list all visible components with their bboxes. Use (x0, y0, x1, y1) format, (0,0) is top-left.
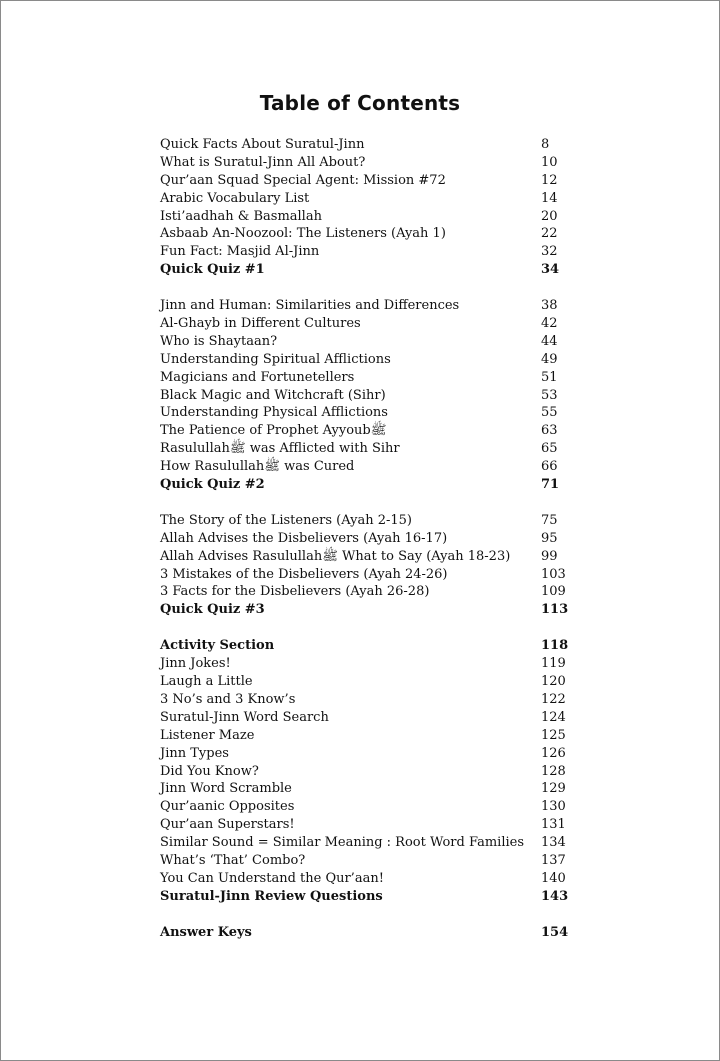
toc-entry (160, 548, 580, 566)
toc-section (160, 637, 580, 905)
toc-entry-page-number: 55 (541, 405, 558, 421)
toc-entry-title: What’s ‘That’ Combo? (160, 852, 306, 868)
toc-entry (160, 154, 580, 172)
toc-entry-title: Magicians and Fortunetellers (160, 369, 355, 385)
toc-entry-page-number: 20 (541, 208, 558, 224)
toc-section (160, 136, 580, 279)
toc-entry-title: Activity Section (160, 638, 275, 654)
toc-entry (160, 763, 580, 781)
toc-entry-page-number: 122 (541, 691, 566, 707)
toc-entry-page-number: 49 (541, 351, 558, 367)
toc-entry-page-number: 129 (541, 781, 566, 797)
toc-entry-page-number: 71 (541, 477, 560, 493)
toc-entry-page-number: 42 (541, 316, 558, 332)
toc-entry-title: Asbaab An-Noozool: The Listeners (Ayah 1) (160, 226, 446, 242)
toc-entry-page-number: 32 (541, 244, 558, 260)
toc-entry-page-number: 118 (541, 638, 569, 654)
toc-entry (160, 172, 580, 190)
toc-entry-page-number: 126 (541, 745, 566, 761)
toc-entry-title: Jinn and Human: Similarities and Differences (160, 298, 460, 314)
toc-entry (160, 924, 580, 942)
toc-entry-title: Understanding Physical Afflictions (160, 405, 388, 421)
toc-entry (160, 458, 580, 476)
toc-entry (160, 404, 580, 422)
toc-entry-page-number: 22 (541, 226, 558, 242)
toc-entry-page-number: 14 (541, 190, 558, 206)
toc-entry-page-number: 12 (541, 172, 558, 188)
toc-entry-page-number: 95 (541, 530, 558, 546)
toc-entry-page-number: 119 (541, 656, 566, 672)
toc-entry-title: 3 Facts for the Disbelievers (Ayah 26-28) (160, 584, 430, 600)
toc-entry (160, 655, 580, 673)
toc-entry (160, 315, 580, 333)
toc-entry (160, 512, 580, 530)
toc-entry (160, 637, 580, 655)
toc-entry (160, 440, 580, 458)
toc-entry-title: How Rasulullahﷺ was Cured (160, 459, 355, 475)
toc-entry-title: Jinn Types (160, 745, 229, 761)
toc-entry-page-number: 137 (541, 852, 566, 868)
toc-entry-title: Similar Sound = Similar Meaning : Root Word Families (160, 835, 525, 851)
toc-section (160, 924, 580, 942)
toc-entry (160, 870, 580, 888)
toc-entry (160, 583, 580, 601)
toc-entry-title: Allah Advises the Disbelievers (Ayah 16-17) (160, 530, 448, 546)
toc-entry-page-number: 65 (541, 441, 558, 457)
toc-entry-page-number: 8 (541, 137, 550, 152)
toc-entry (160, 888, 580, 906)
toc-entry (160, 387, 580, 405)
toc-entry (160, 691, 580, 709)
toc-entry (160, 798, 580, 816)
toc-entry-page-number: 124 (541, 709, 566, 725)
toc-entry-title: Allah Advises Rasulullahﷺ What to Say (Ayah 18-23) (160, 548, 511, 564)
toc-entry (160, 333, 580, 351)
toc-entry (160, 476, 580, 494)
toc-entry (160, 530, 580, 548)
toc-entry-page-number: 99 (541, 548, 558, 564)
toc-entry-page-number: 154 (541, 924, 569, 940)
toc-entry (160, 566, 580, 584)
toc-entry-title: Laugh a Little (160, 674, 253, 690)
toc-entry-page-number: 38 (541, 298, 558, 314)
toc-entry-title: Answer Keys (160, 924, 252, 940)
toc-entry (160, 225, 580, 243)
toc-entry-title: Understanding Spiritual Afflictions (160, 351, 391, 367)
toc-entry-page-number: 103 (541, 566, 566, 582)
toc-entry-title: Who is Shaytaan? (160, 333, 278, 349)
toc-entry-title: 3 Mistakes of the Disbelievers (Ayah 24-26) (160, 566, 448, 582)
toc-entry-title: Rasulullahﷺ was Afflicted with Sihr (160, 441, 400, 457)
toc-entry (160, 816, 580, 834)
toc-entry-title: Qur’aan Squad Special Agent: Mission #72 (160, 172, 446, 188)
toc-entry-title: Quick Quiz #1 (160, 262, 265, 278)
toc-entry-page-number: 134 (541, 835, 566, 851)
toc-entry (160, 297, 580, 315)
toc-entry-page-number: 120 (541, 674, 566, 690)
toc-entry-title: Al-Ghayb in Different Cultures (160, 316, 361, 332)
toc-entry-page-number: 143 (541, 888, 569, 904)
toc-entry (160, 852, 580, 870)
toc-entry (160, 422, 580, 440)
toc-entry-title: Black Magic and Witchcraft (Sihr) (160, 387, 386, 403)
toc-entry-page-number: 113 (541, 602, 569, 618)
toc-entry-title: The Story of the Listeners (Ayah 2-15) (160, 512, 412, 528)
toc-entry (160, 834, 580, 852)
toc-entry-title: 3 No’s and 3 Know’s (160, 691, 296, 707)
toc-entry-page-number: 44 (541, 333, 558, 349)
toc-entry (160, 208, 580, 226)
toc-entry-title: Suratul-Jinn Word Search (160, 709, 329, 725)
toc-entry-title: Listener Maze (160, 727, 255, 743)
toc-entry-page-number: 128 (541, 763, 566, 779)
toc-entry (160, 780, 580, 798)
toc-entry-page-number: 34 (541, 262, 560, 278)
toc-entry-page-number: 109 (541, 584, 566, 600)
toc-entry (160, 673, 580, 691)
toc-entry (160, 261, 580, 279)
toc-entry (160, 709, 580, 727)
toc-entry-title: The Patience of Prophet Ayyoubﷺ (160, 423, 387, 439)
toc-entry-title: Suratul-Jinn Review Questions (160, 888, 383, 904)
toc-entry-title: Qur’aan Superstars! (160, 817, 295, 833)
toc-entry-page-number: 53 (541, 387, 558, 403)
toc-entry-title: Did You Know? (160, 763, 259, 779)
toc-section (160, 297, 580, 494)
toc-entry-title: Quick Quiz #3 (160, 602, 265, 618)
toc-entry-page-number: 130 (541, 799, 566, 815)
toc-entry-title: Fun Fact: Masjid Al-Jinn (160, 244, 320, 260)
toc-entry-title: What is Suratul-Jinn All About? (160, 154, 366, 170)
toc-entry-page-number: 51 (541, 369, 558, 385)
toc-entry (160, 369, 580, 387)
toc-entry (160, 745, 580, 763)
toc-entry-title: You Can Understand the Qur’aan! (160, 870, 384, 886)
toc-entry (160, 727, 580, 745)
toc-entry (160, 190, 580, 208)
toc-entry-page-number: 125 (541, 727, 566, 743)
toc-entry (160, 243, 580, 261)
toc-entry-page-number: 10 (541, 154, 558, 170)
toc-entry-title: Quick Quiz #2 (160, 477, 265, 493)
table-of-contents (160, 136, 580, 960)
toc-entry-page-number: 75 (541, 512, 558, 528)
toc-entry-title: Quick Facts About Suratul-Jinn (160, 137, 365, 152)
toc-section (160, 512, 580, 619)
toc-entry-page-number: 131 (541, 817, 566, 833)
toc-entry-title: Arabic Vocabulary List (160, 190, 310, 206)
toc-entry (160, 351, 580, 369)
toc-entry-page-number: 140 (541, 870, 566, 886)
toc-entry (160, 136, 580, 154)
toc-entry-title: Qur’aanic Opposites (160, 799, 295, 815)
page-title: Table of Contents (259, 91, 461, 115)
toc-entry-title: Isti’aadhah & Basmallah (160, 208, 322, 224)
toc-entry (160, 601, 580, 619)
toc-entry-page-number: 66 (541, 459, 558, 475)
toc-entry-title: Jinn Word Scramble (160, 781, 292, 797)
toc-entry-title: Jinn Jokes! (160, 656, 231, 672)
toc-entry-page-number: 63 (541, 423, 558, 439)
